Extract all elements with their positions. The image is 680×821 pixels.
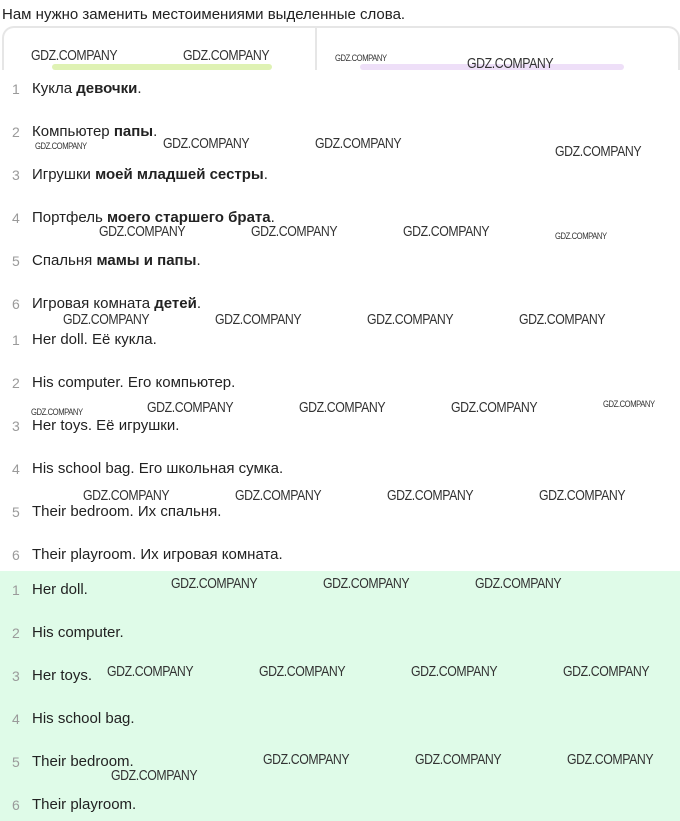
item-text: Their playroom.	[32, 796, 137, 813]
watermark: GDZ.COMPANY	[259, 663, 346, 680]
item-number: 2	[12, 625, 20, 641]
item-number: 3	[12, 418, 20, 434]
item-number: 1	[12, 81, 20, 97]
watermark: GDZ.COMPANY	[251, 223, 338, 240]
watermark: GDZ.COMPANY	[31, 47, 118, 64]
item-number: 4	[12, 210, 20, 226]
watermark: GDZ.COMPANY	[367, 311, 454, 328]
watermark: GDZ.COMPANY	[299, 399, 386, 416]
watermark: GDZ.COMPANY	[467, 55, 554, 72]
watermark: GDZ.COMPANY	[411, 663, 498, 680]
item-text: Their playroom. Их игровая комната.	[32, 546, 283, 563]
item-text: Their bedroom.	[32, 753, 134, 770]
item-number: 4	[12, 711, 20, 727]
watermark: GDZ.COMPANY	[171, 575, 258, 592]
watermark: GDZ.COMPANY	[183, 47, 270, 64]
watermark: GDZ.COMPANY	[539, 487, 626, 504]
watermark: GDZ.COMPANY	[31, 407, 83, 417]
item-number: 5	[12, 754, 20, 770]
watermark: GDZ.COMPANY	[403, 223, 490, 240]
intro-text: Нам нужно заменить местоимениями выделенные слова.	[2, 6, 406, 23]
item-text: Their bedroom. Их спальня.	[32, 503, 222, 520]
item-text: His computer.	[32, 624, 124, 641]
watermark: GDZ.COMPANY	[263, 751, 350, 768]
watermark: GDZ.COMPANY	[163, 135, 250, 152]
watermark: GDZ.COMPANY	[415, 751, 502, 768]
translation-block	[0, 328, 680, 571]
item-number: 5	[12, 504, 20, 520]
watermark: GDZ.COMPANY	[107, 663, 194, 680]
watermark: GDZ.COMPANY	[235, 487, 322, 504]
watermark: GDZ.COMPANY	[323, 575, 410, 592]
watermark: GDZ.COMPANY	[555, 231, 607, 241]
watermark: GDZ.COMPANY	[111, 767, 198, 784]
item-text: Кукла девочки.	[32, 80, 142, 97]
item-number: 6	[12, 547, 20, 563]
watermark: GDZ.COMPANY	[567, 751, 654, 768]
watermark: GDZ.COMPANY	[215, 311, 302, 328]
item-text: Her toys. Её игрушки.	[32, 417, 180, 434]
item-text: Компьютер папы.	[32, 123, 158, 140]
item-number: 6	[12, 296, 20, 312]
watermark: GDZ.COMPANY	[603, 399, 655, 409]
item-text: Игрушки моей младшей сестры.	[32, 166, 268, 183]
item-number: 1	[12, 332, 20, 348]
watermark: GDZ.COMPANY	[83, 487, 170, 504]
item-text: His computer. Его компьютер.	[32, 374, 236, 391]
watermark: GDZ.COMPANY	[451, 399, 538, 416]
item-number: 3	[12, 668, 20, 684]
watermark: GDZ.COMPANY	[315, 135, 402, 152]
task-sentences-block	[0, 70, 680, 328]
watermark: GDZ.COMPANY	[335, 53, 387, 63]
watermark: GDZ.COMPANY	[387, 487, 474, 504]
item-number: 6	[12, 797, 20, 813]
item-number: 4	[12, 461, 20, 477]
item-text: Спальня мамы и папы.	[32, 252, 201, 269]
item-text: His school bag. Его школьная сумка.	[32, 460, 284, 477]
item-text: His school bag.	[32, 710, 135, 727]
watermark: GDZ.COMPANY	[563, 663, 650, 680]
item-number: 3	[12, 167, 20, 183]
item-number: 1	[12, 582, 20, 598]
item-text: Her doll.	[32, 581, 88, 598]
watermark: GDZ.COMPANY	[99, 223, 186, 240]
item-number: 5	[12, 253, 20, 269]
watermark: GDZ.COMPANY	[555, 143, 642, 160]
item-number: 2	[12, 375, 20, 391]
watermark: GDZ.COMPANY	[63, 311, 150, 328]
watermark: GDZ.COMPANY	[147, 399, 234, 416]
watermark: GDZ.COMPANY	[35, 141, 87, 151]
tab-divider	[315, 28, 317, 76]
watermark: GDZ.COMPANY	[475, 575, 562, 592]
item-number: 2	[12, 124, 20, 140]
item-text: Her doll. Её кукла.	[32, 331, 157, 348]
item-text: Her toys.	[32, 667, 93, 684]
answer-block	[0, 571, 680, 821]
item-text: Игровая комната детей.	[32, 295, 202, 312]
item-text: Портфель моего старшего брата.	[32, 209, 275, 226]
watermark: GDZ.COMPANY	[519, 311, 606, 328]
